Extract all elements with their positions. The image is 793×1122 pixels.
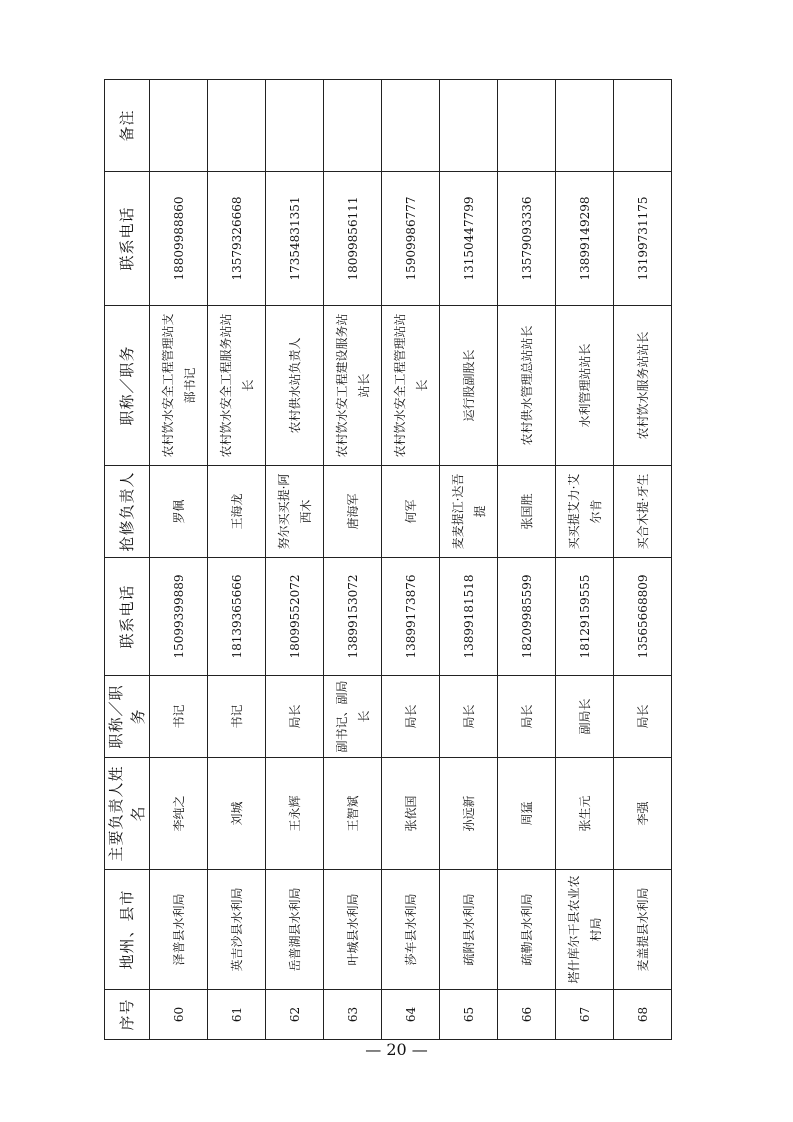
header-cell: 抢修负责人 bbox=[105, 466, 150, 558]
table-cell: 张依国 bbox=[382, 758, 440, 870]
header-cell: 联系电话 bbox=[105, 558, 150, 676]
page-number: — 20 — bbox=[365, 1040, 428, 1059]
table-cell: 李纯之 bbox=[150, 758, 208, 870]
table-cell: 副局长 bbox=[556, 676, 614, 758]
table-cell bbox=[266, 80, 324, 172]
table-cell: 罗佩 bbox=[150, 466, 208, 558]
table-cell bbox=[440, 80, 498, 172]
table-cell: 张生元 bbox=[556, 758, 614, 870]
header-cell: 序号 bbox=[105, 990, 150, 1040]
table-cell: 买合木提·牙生 bbox=[614, 466, 672, 558]
table-cell: 65 bbox=[440, 990, 498, 1040]
table-cell bbox=[382, 80, 440, 172]
table-cell: 孙远新 bbox=[440, 758, 498, 870]
table-cell: 64 bbox=[382, 990, 440, 1040]
table-cell: 13565668809 bbox=[614, 558, 672, 676]
table-cell: 13899149298 bbox=[556, 172, 614, 306]
table-cell: 刘城 bbox=[208, 758, 266, 870]
table-cell: 农村饮水安全工程服务站站长 bbox=[208, 306, 266, 466]
contact-table bbox=[104, 79, 672, 1040]
table-row bbox=[556, 80, 614, 1040]
table-row bbox=[266, 80, 324, 1040]
table-cell: 15909986777 bbox=[382, 172, 440, 306]
header-row bbox=[105, 80, 150, 1040]
table-row bbox=[614, 80, 672, 1040]
table-row bbox=[498, 80, 556, 1040]
table-cell bbox=[324, 80, 382, 172]
header-cell: 主要负责人姓名 bbox=[105, 758, 150, 870]
table-cell: 67 bbox=[556, 990, 614, 1040]
table-row bbox=[440, 80, 498, 1040]
table-cell: 农村饮水服务站站长 bbox=[614, 306, 672, 466]
table-cell: 17354831351 bbox=[266, 172, 324, 306]
table-cell: 李强 bbox=[614, 758, 672, 870]
table-cell: 水利管理站站长 bbox=[556, 306, 614, 466]
table-row bbox=[208, 80, 266, 1040]
table-cell bbox=[150, 80, 208, 172]
header-cell: 联系电话 bbox=[105, 172, 150, 306]
table-cell bbox=[614, 80, 672, 172]
table-cell: 农村饮水安工程建设服务站站长 bbox=[324, 306, 382, 466]
table-cell: 叶城县水利局 bbox=[324, 870, 382, 990]
table-cell: 66 bbox=[498, 990, 556, 1040]
table-cell: 68 bbox=[614, 990, 672, 1040]
table-cell: 岳普湖县水利局 bbox=[266, 870, 324, 990]
table-cell: 莎车县水利局 bbox=[382, 870, 440, 990]
table-cell: 周猛 bbox=[498, 758, 556, 870]
table-row bbox=[382, 80, 440, 1040]
table-cell: 13899181518 bbox=[440, 558, 498, 676]
table-cell: 运行股副股长 bbox=[440, 306, 498, 466]
table-cell: 局长 bbox=[382, 676, 440, 758]
table-cell: 农村饮水安全工程管理站支部书记 bbox=[150, 306, 208, 466]
table-cell: 王智斌 bbox=[324, 758, 382, 870]
table-cell: 13899153072 bbox=[324, 558, 382, 676]
table-cell: 书记 bbox=[208, 676, 266, 758]
table-cell: 农村供水管理总站站长 bbox=[498, 306, 556, 466]
table-cell: 买买提艾力·艾尔肯 bbox=[556, 466, 614, 558]
table-cell: 局长 bbox=[614, 676, 672, 758]
table-cell: 疏勒县水利局 bbox=[498, 870, 556, 990]
table-cell: 18139365666 bbox=[208, 558, 266, 676]
table-cell: 局长 bbox=[440, 676, 498, 758]
table-cell bbox=[556, 80, 614, 172]
table-cell: 局长 bbox=[498, 676, 556, 758]
header-cell: 地州、县市 bbox=[105, 870, 150, 990]
table-cell: 努尔买买提·阿西木 bbox=[266, 466, 324, 558]
table-cell: 18809988860 bbox=[150, 172, 208, 306]
table-cell: 18129159555 bbox=[556, 558, 614, 676]
table-cell: 王海龙 bbox=[208, 466, 266, 558]
table-cell: 书记 bbox=[150, 676, 208, 758]
table-cell: 18099552072 bbox=[266, 558, 324, 676]
table-cell: 60 bbox=[150, 990, 208, 1040]
table-cell: 13579093336 bbox=[498, 172, 556, 306]
header-cell: 职称／职务 bbox=[105, 306, 150, 466]
table-cell: 局长 bbox=[266, 676, 324, 758]
table-cell: 张国胜 bbox=[498, 466, 556, 558]
table-row bbox=[150, 80, 208, 1040]
table-cell: 农村饮水安全工程管理站站长 bbox=[382, 306, 440, 466]
table-cell: 13899173876 bbox=[382, 558, 440, 676]
header-cell: 备注 bbox=[105, 80, 150, 172]
table-cell: 62 bbox=[266, 990, 324, 1040]
table-cell: 18099856111 bbox=[324, 172, 382, 306]
table-row bbox=[324, 80, 382, 1040]
rotated-table-container bbox=[104, 80, 669, 1040]
table-cell: 15099399889 bbox=[150, 558, 208, 676]
table-cell: 副书记、副局长 bbox=[324, 676, 382, 758]
table-cell: 麦盖提县水利局 bbox=[614, 870, 672, 990]
header-cell: 职称／职务 bbox=[105, 676, 150, 758]
table-cell: 13579326668 bbox=[208, 172, 266, 306]
table-cell: 13199731175 bbox=[614, 172, 672, 306]
table-cell: 塔什库尔干县农业农村局 bbox=[556, 870, 614, 990]
table-cell: 18209985599 bbox=[498, 558, 556, 676]
table-cell: 唐海军 bbox=[324, 466, 382, 558]
table-cell: 疏附县水利局 bbox=[440, 870, 498, 990]
table-cell: 13150447799 bbox=[440, 172, 498, 306]
table-cell: 农村供水站负责人 bbox=[266, 306, 324, 466]
table-cell bbox=[208, 80, 266, 172]
table-cell bbox=[498, 80, 556, 172]
table-cell: 英吉沙县水利局 bbox=[208, 870, 266, 990]
table-cell: 泽普县水利局 bbox=[150, 870, 208, 990]
table-cell: 王永辉 bbox=[266, 758, 324, 870]
table-cell: 63 bbox=[324, 990, 382, 1040]
table-cell: 何军 bbox=[382, 466, 440, 558]
table-cell: 麦麦提江·达吾提 bbox=[440, 466, 498, 558]
table-cell: 61 bbox=[208, 990, 266, 1040]
